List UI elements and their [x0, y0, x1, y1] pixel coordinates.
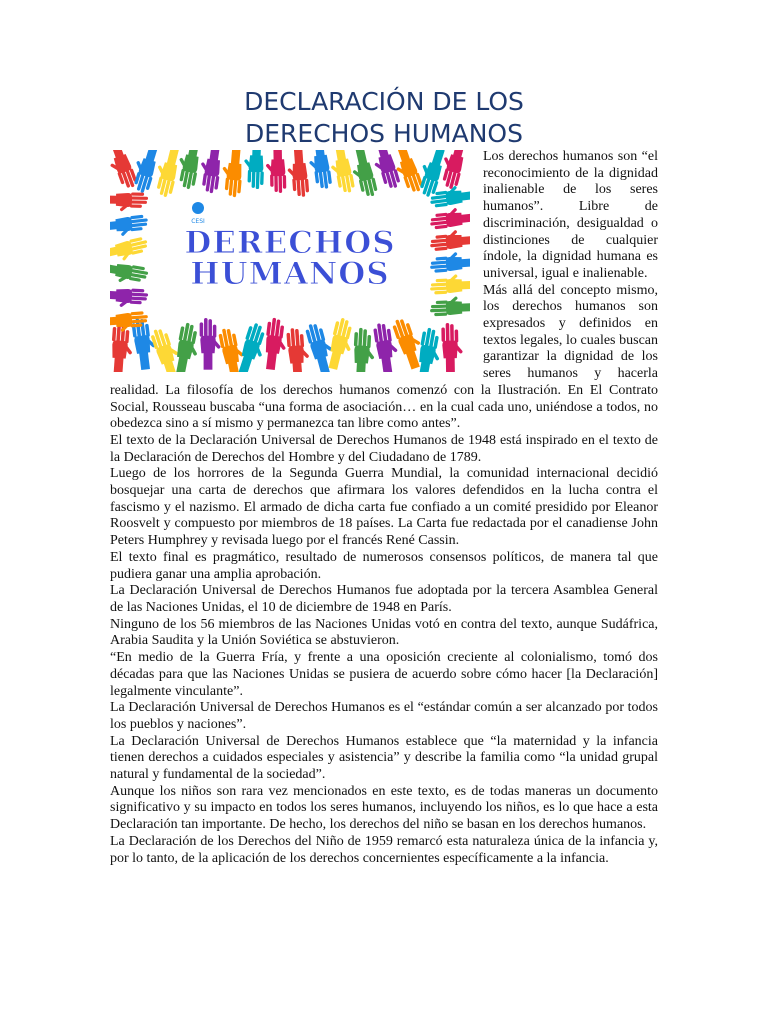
raised-hands-illustration [110, 150, 470, 372]
title-line-2: DERECHOS HUMANOS [245, 119, 523, 148]
paragraph-5: El texto final es pragmático, resultado de numerosos consensos políticos, de manera tal que pudiera ganar una amplia aprobación. [110, 549, 658, 582]
title-line-1: DECLARACIÓN DE LOS [244, 87, 524, 116]
paragraph-11: Aunque los niños son rara vez mencionados en este texto, es de todas maneras un documento significativo y su impacto en todos los seres humanos, incluyendo los niños, es lo que hace a esta Declaración tan importante. De hecho, los derechos del niño se basan en los derechos humanos. [110, 783, 658, 833]
paragraph-6: La Declaración Universal de Derechos Humanos fue adoptada por la tercera Asamblea General de las Naciones Unidas, el 10 de diciembre de 1948 en París. [110, 583, 658, 615]
document-title [110, 86, 658, 150]
paragraph-12: La Declaración de los Derechos del Niño de 1959 remarcó esta naturaleza única de la infancia y, por lo tanto, de la aplicación de los derechos concernientes específicamente a la infancia. [110, 833, 658, 866]
human-rights-banner-image [110, 150, 470, 372]
document-body [110, 149, 658, 867]
paragraph-4: Luego de los horrores de la Segunda Guerra Mundial, la comunidad internacional decidió bosquejar una carta de derechos que afirmara los valores defendidos en la lucha contra el fascismo y el nazismo. El armado de dicha carta fue confiado a un comité presidido por Eleanor Roosvelt y compuesto por miembros de 18 países. La Carta fue redactada por el canadiense John Peters Humphrey y revisada luego por el francés René Cassin. [110, 466, 658, 549]
paragraph-9: La Declaración Universal de Derechos Humanos es el “estándar común a ser alcanzado por todos los pueblos y naciones”. [110, 700, 658, 732]
banner-word-2: HUMANOS [190, 256, 390, 292]
paragraph-1: Los derechos humanos son “el reconocimiento de la dignidad inalienable de los seres humanos”. Libre de discriminación, desigualdad o distinciones de cualquier índole, la dignidad humana es universal, igual e inalienable. [483, 149, 658, 281]
paragraph-8: “En medio de la Guerra Fría, y frente a una oposición creciente al colonialismo, tomó dos décadas para que las Naciones Unidas se pusiera de acuerdo sobre cómo hacer [la Declaración] legalmente vinculante”. [110, 650, 658, 699]
paragraph-3: El texto de la Declaración Universal de Derechos Humanos de 1948 está inspirado en el texto de la Declaración de Derechos del Hombre y del Ciudadano de 1789. [110, 432, 658, 465]
logo-text: CESI [191, 218, 205, 225]
banner-word-1: DERECHOS [184, 225, 396, 261]
paragraph-2: Más allá del concepto mismo, los derechos humanos son expresados y definidos en textos legales, lo cuales buscan garantizar la dignidad de los seres humanos y hacerla realidad. La filosofía de los derechos humanos comenzó con la Ilustración. En El Contrato Social, Rousseau buscaba “una forma de asociación… en la cual cada uno, uniéndose a todos, no obedezca sino a sí mismo y permanezca tan libre como antes”. [110, 282, 658, 432]
paragraph-10: La Declaración Universal de Derechos Humanos establece que “la maternidad y la infancia tienen derechos a cuidados especiales y asistencia” y describe la familia como “la unidad grupal natural y fundamental de la sociedad”. [110, 733, 658, 783]
paragraph-7: Ninguno de los 56 miembros de las Naciones Unidas votó en contra del texto, aunque Sudáfrica, Arabia Saudita y la Unión Soviética se abstuvieron. [110, 616, 658, 649]
